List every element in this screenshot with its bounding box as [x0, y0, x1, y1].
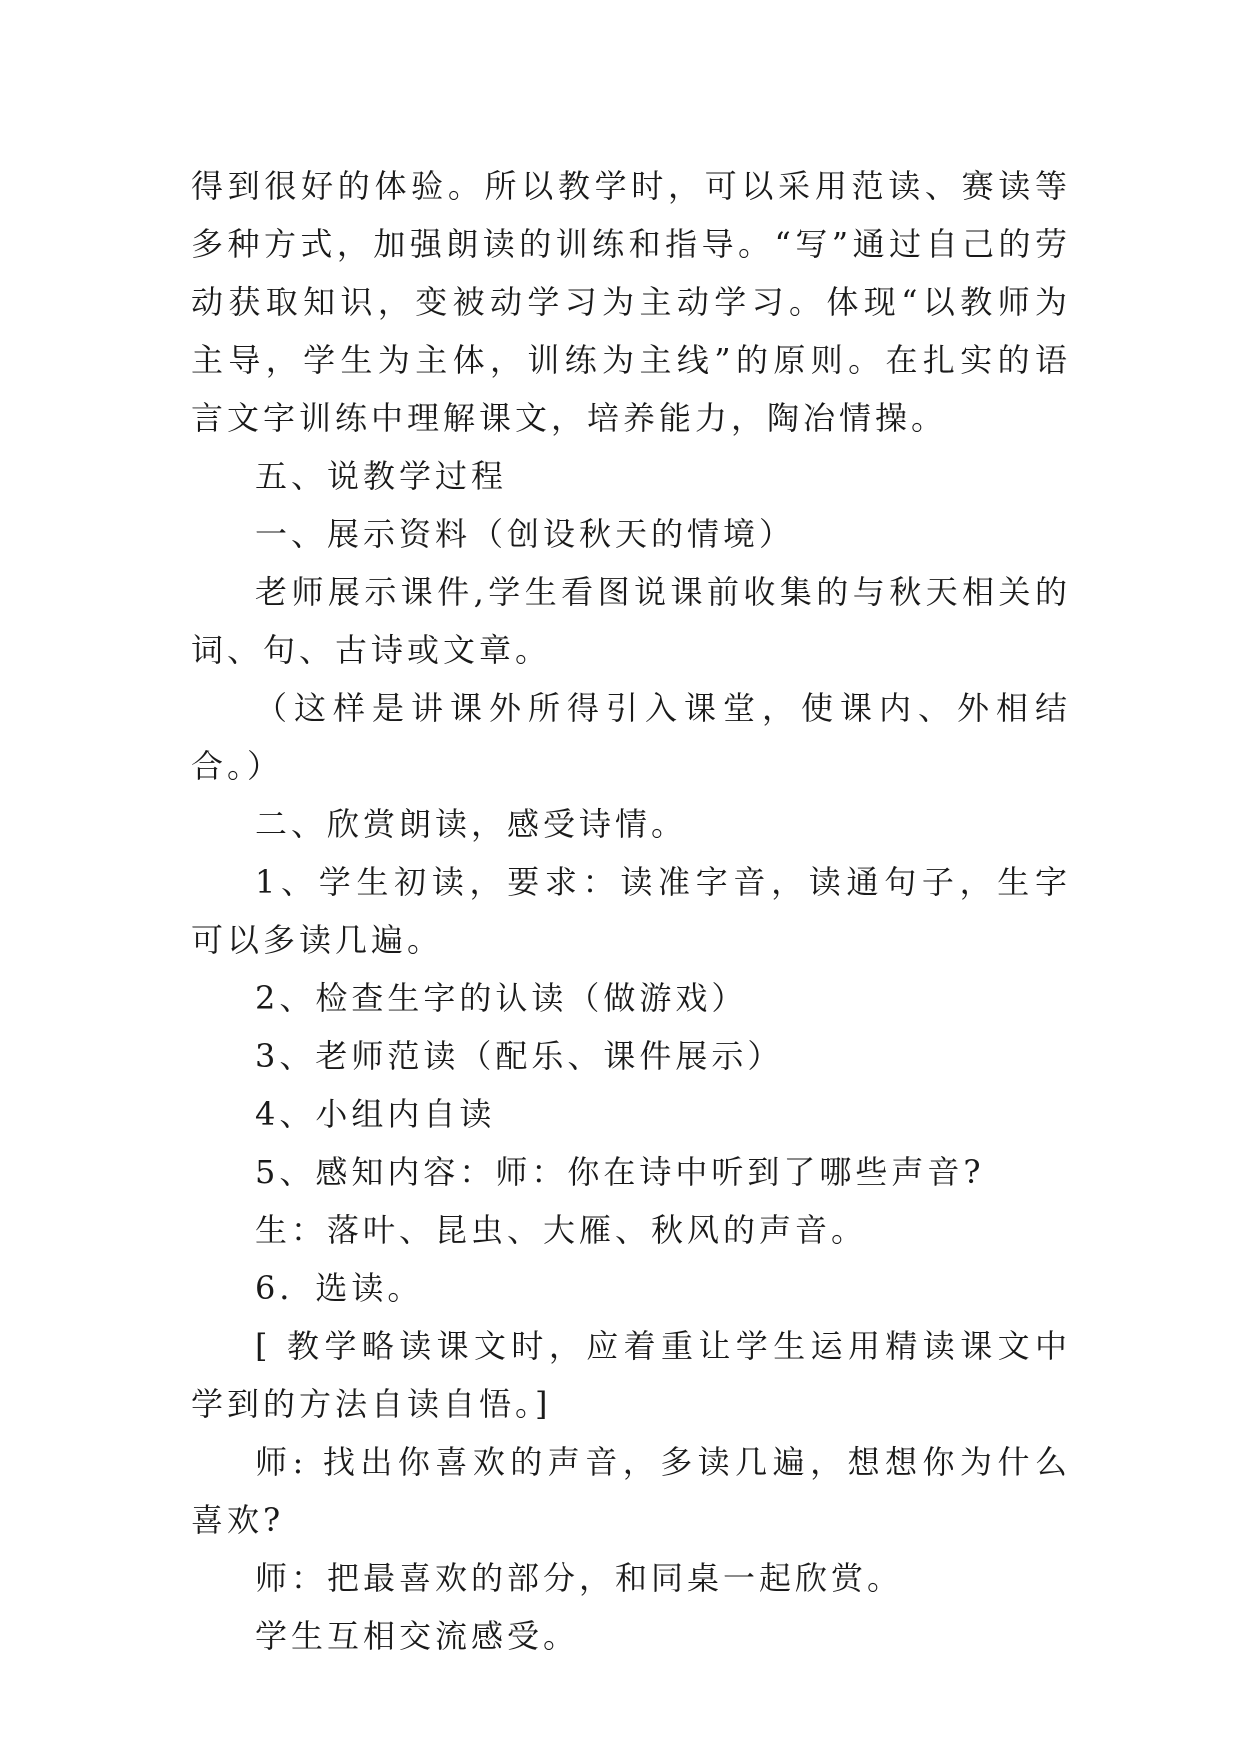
paragraph-teacher-shows-courseware: 老师展示课件,学生看图说课前收集的与秋天相关的词、句、古诗或文章。 — [191, 573, 1071, 669]
list-item-5: 5、感知内容：师：你在诗中听到了哪些声音? — [255, 1153, 985, 1191]
list-item-1: 1、学生初读，要求：读准字音，读通句子，生字可以多读几遍。 — [191, 863, 1071, 959]
paragraph-note: （这样是讲课外所得引入课堂，使课内、外相结合。） — [191, 689, 1071, 785]
list-item-6: 6．选读。 — [255, 1269, 424, 1307]
teacher-prompt-1: 师: 找出你喜欢的声音，多读几遍，想想你为什么喜欢? — [191, 1443, 1071, 1539]
step-heading-appreciate-reading: 二、欣赏朗读，感受诗情。 — [255, 805, 688, 843]
list-item-4: 4、小组内自读 — [255, 1095, 496, 1133]
document-body — [191, 157, 1071, 1665]
paragraph-continuation: 得到很好的体验。所以教学时，可以采用范读、赛读等多种方式，加强朗读的训练和指导。“写”通过自己的劳动获取知识，变被动学习为主动学习。体现“以教师为主导，学生为主体，训练为主线”的原则。在扎实的语言文字训练中理解课文，培养能力，陶冶情操。 — [191, 167, 1071, 437]
step-heading-show-materials: 一、展示资料（创设秋天的情境） — [255, 515, 796, 553]
student-answer: 生：落叶、昆虫、大雁、秋风的声音。 — [255, 1211, 868, 1249]
list-item-3: 3、老师范读（配乐、课件展示） — [255, 1037, 784, 1075]
section-heading-teaching-process: 五、说教学过程 — [255, 457, 508, 495]
paragraph-students-exchange: 学生互相交流感受。 — [255, 1617, 580, 1655]
teacher-prompt-2: 师：把最喜欢的部分，和同桌一起欣赏。 — [255, 1559, 904, 1597]
bracketed-note: [ 教学略读课文时，应着重让学生运用精读课文中学到的方法自读自悟。] — [191, 1327, 1071, 1423]
list-item-2: 2、检查生字的认读（做游戏） — [255, 979, 748, 1017]
